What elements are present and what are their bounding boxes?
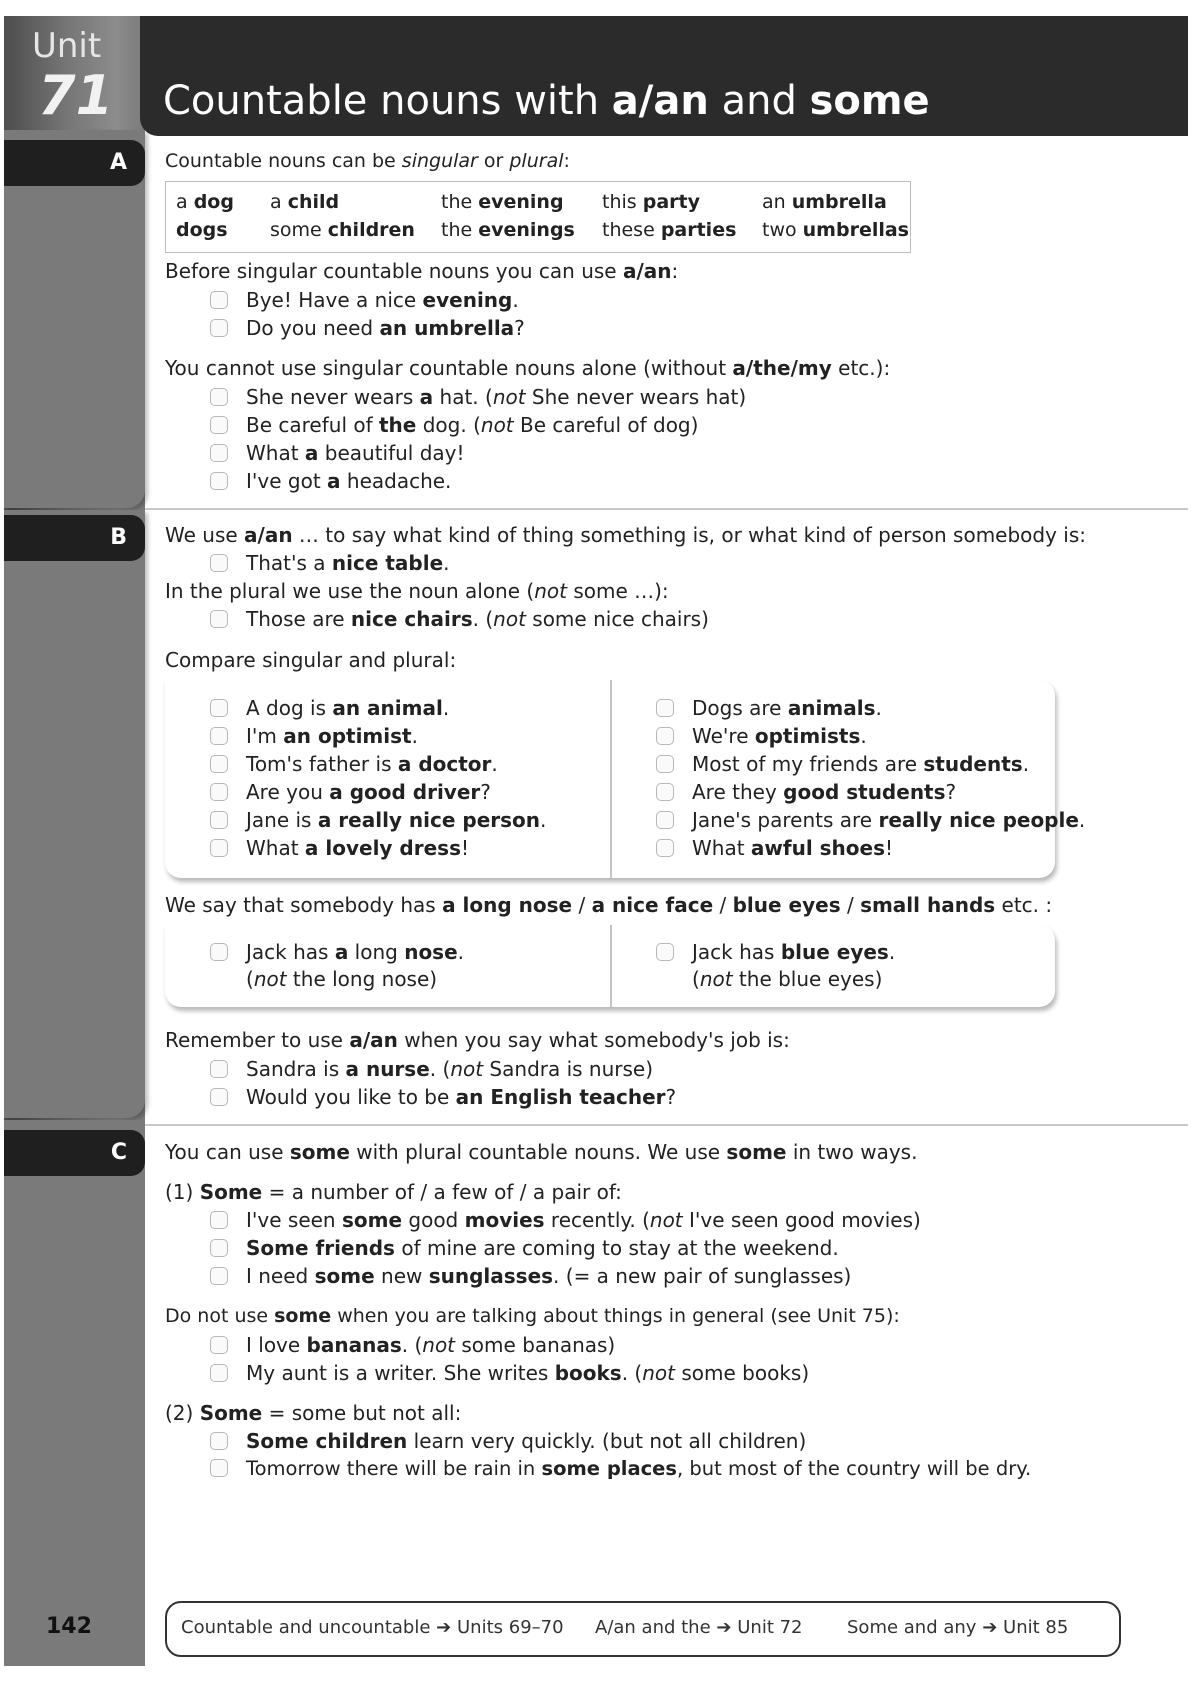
table-cell: the evenings — [441, 219, 575, 241]
bullet-icon — [210, 755, 228, 773]
example-line: Jack has a long nose. — [210, 940, 464, 964]
page-title: Countable nouns with a/an and some — [163, 78, 930, 124]
example-line: Some children learn very quickly. (but not all children) — [210, 1429, 806, 1453]
jack-box — [165, 925, 1055, 1007]
bullet-icon — [210, 1459, 228, 1477]
xref-link[interactable]: A/an and the ➔ Unit 72 — [595, 1617, 803, 1638]
noun-table — [165, 181, 911, 253]
bullet-icon — [656, 811, 674, 829]
bullet-icon — [656, 783, 674, 801]
example-line: Are you a good driver? — [210, 780, 491, 804]
cross-reference-footer — [165, 1601, 1121, 1657]
example-line: Tom's father is a doctor. — [210, 752, 498, 776]
bullet-icon — [210, 727, 228, 745]
example-line: Tomorrow there will be rain in some places, but most of the country will be dry. — [210, 1457, 1031, 1480]
example-line: I'm an optimist. — [210, 724, 418, 748]
bullet-icon — [210, 839, 228, 857]
rule-plural-alone: In the plural we use the noun alone (not some …): — [165, 579, 669, 603]
unit-label: Unit — [32, 26, 102, 66]
tab-section-b: B — [4, 515, 145, 561]
rule-remember: Remember to use a/an when you say what somebody's job is: — [165, 1028, 790, 1052]
bullet-icon — [210, 319, 228, 337]
example-note: (not the long nose) — [246, 967, 438, 991]
rule-do-not-use-some: Do not use some when you are talking about things in general (see Unit 75): — [165, 1305, 900, 1327]
example-line: Bye! Have a nice evening. — [210, 288, 519, 312]
rule-say-that: We say that somebody has a long nose / a nice face / blue eyes / small hands etc. : — [165, 893, 1053, 917]
example-line: Most of my friends are students. — [656, 752, 1029, 776]
bullet-icon — [656, 699, 674, 717]
example-line: I've got a headache. — [210, 469, 451, 493]
bullet-icon — [210, 1267, 228, 1285]
rule-cannot-alone: You cannot use singular countable nouns alone (without a/the/my etc.): — [165, 356, 891, 380]
bullet-icon — [210, 444, 228, 462]
section-a-shade — [4, 130, 145, 508]
bullet-icon — [210, 472, 228, 490]
xref-link[interactable]: Some and any ➔ Unit 85 — [847, 1617, 1069, 1638]
bullet-icon — [210, 1239, 228, 1257]
bullet-icon — [210, 943, 228, 961]
example-line: A dog is an animal. — [210, 696, 449, 720]
example-line: Some friends of mine are coming to stay at the weekend. — [210, 1236, 839, 1260]
bullet-icon — [210, 388, 228, 406]
table-cell: a child — [270, 191, 340, 213]
bullet-icon — [210, 811, 228, 829]
table-cell: dogs — [176, 219, 228, 241]
example-line: Do you need an umbrella? — [210, 316, 525, 340]
bullet-icon — [656, 839, 674, 857]
arrow-right-icon: ➔ — [982, 1617, 998, 1638]
rule-some-two: (2) Some = some but not all: — [165, 1401, 462, 1425]
bullet-icon — [656, 727, 674, 745]
example-line: Those are nice chairs. (not some nice chairs) — [210, 607, 709, 631]
table-cell: the evening — [441, 191, 564, 213]
example-line: What a beautiful day! — [210, 441, 465, 465]
rule-some-plural: You can use some with plural countable nouns. We use some in two ways. — [165, 1140, 918, 1164]
example-line: I love bananas. (not some bananas) — [210, 1333, 615, 1357]
bullet-icon — [210, 783, 228, 801]
example-line: Jane is a really nice person. — [210, 808, 546, 832]
section-c-shade — [4, 1120, 145, 1666]
bullet-icon — [210, 554, 228, 572]
example-line: My aunt is a writer. She writes books. (not some books) — [210, 1361, 809, 1385]
bullet-icon — [210, 291, 228, 309]
rule-some-one: (1) Some = a number of / a few of / a pair of: — [165, 1180, 622, 1204]
example-line: Sandra is a nurse. (not Sandra is nurse) — [210, 1057, 653, 1081]
compare-heading: Compare singular and plural: — [165, 648, 457, 672]
example-line: Are they good students? — [656, 780, 956, 804]
example-note: (not the blue eyes) — [692, 967, 883, 991]
example-line: Jack has blue eyes. — [656, 940, 895, 964]
bullet-icon — [210, 1336, 228, 1354]
xref-link[interactable]: Countable and uncountable ➔ Units 69–70 — [181, 1617, 564, 1638]
example-line: What a lovely dress! — [210, 836, 469, 860]
table-cell: a dog — [176, 191, 234, 213]
bullet-icon — [210, 1088, 228, 1106]
page-number: 142 — [46, 1614, 92, 1639]
bullet-icon — [210, 1211, 228, 1229]
unit-number: 71 — [38, 64, 114, 127]
section-a-intro: Countable nouns can be singular or plural: — [165, 150, 570, 172]
divider-bc — [145, 1124, 1188, 1126]
example-line: Dogs are animals. — [656, 696, 882, 720]
bullet-icon — [210, 699, 228, 717]
rule-use-a-an: We use a/an … to say what kind of thing something is, or what kind of person somebody is: — [165, 523, 1087, 547]
example-line: Be careful of the dog. (not Be careful of dog) — [210, 413, 698, 437]
example-line: What awful shoes! — [656, 836, 893, 860]
table-cell: some children — [270, 219, 415, 241]
divider-ab — [145, 508, 1188, 510]
tab-section-a: A — [4, 140, 145, 186]
table-cell: these parties — [602, 219, 737, 241]
arrow-right-icon: ➔ — [716, 1617, 732, 1638]
table-cell: an umbrella — [762, 191, 887, 213]
bullet-icon — [210, 1432, 228, 1450]
arrow-right-icon: ➔ — [436, 1617, 452, 1638]
bullet-icon — [210, 416, 228, 434]
example-line: Would you like to be an English teacher? — [210, 1085, 676, 1109]
table-cell: two umbrellas — [762, 219, 909, 241]
section-b-shade — [4, 510, 145, 1118]
bullet-icon — [656, 943, 674, 961]
table-cell: this party — [602, 191, 700, 213]
bullet-icon — [210, 1364, 228, 1382]
bullet-icon — [210, 610, 228, 628]
example-line: We're optimists. — [656, 724, 867, 748]
rule-before-singular: Before singular countable nouns you can use a/an: — [165, 259, 679, 283]
example-line: I've seen some good movies recently. (not I've seen good movies) — [210, 1208, 921, 1232]
bullet-icon — [210, 1060, 228, 1078]
example-line: She never wears a hat. (not She never wears hat) — [210, 385, 746, 409]
example-line: Jane's parents are really nice people. — [656, 808, 1085, 832]
example-line: I need some new sunglasses. (= a new pair of sunglasses) — [210, 1264, 851, 1288]
example-line: That's a nice table. — [210, 551, 450, 575]
tab-section-c: C — [4, 1130, 145, 1176]
bullet-icon — [656, 755, 674, 773]
